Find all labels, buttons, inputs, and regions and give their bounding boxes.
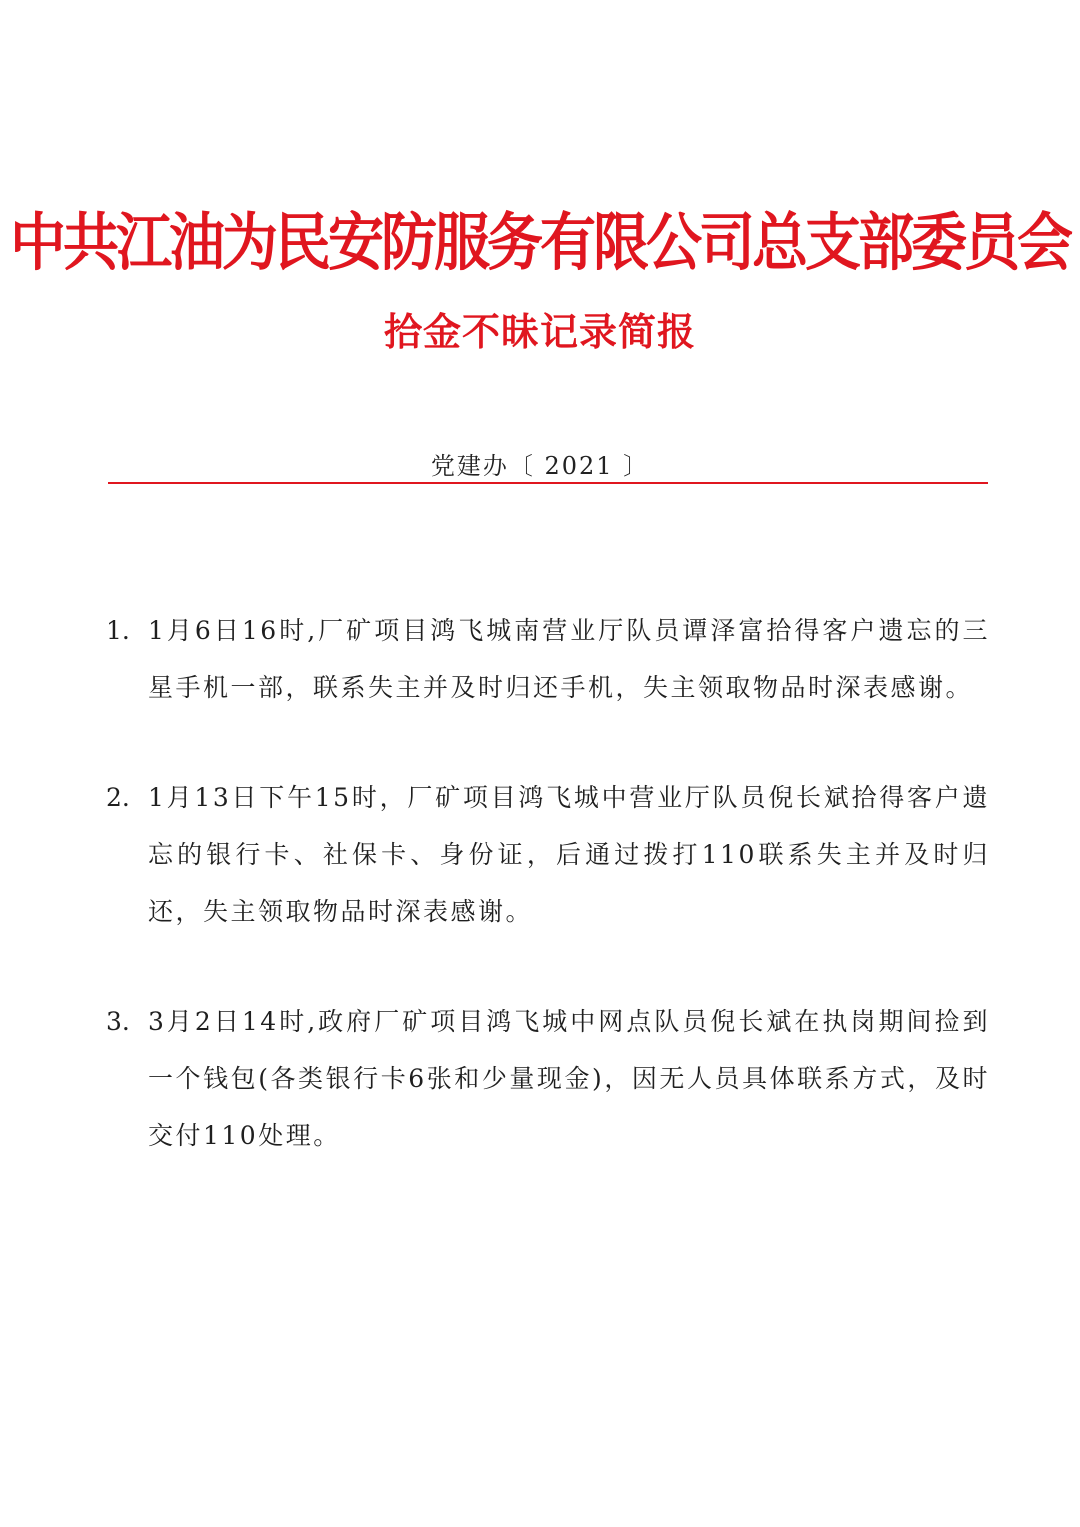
document-number: 党建办〔 2021 〕 [430,452,650,480]
record-item [100,602,990,716]
organization-title: 中共江油为民安防服务有限公司总支部委员会 [10,205,1070,280]
record-number: 1. [106,616,130,645]
record-number: 2. [106,783,130,812]
record-text: 1月13日下午15时，厂矿项目鸿飞城中营业厅队员倪长斌拾得客户遗忘的银行卡、社保卡、身份证，后通过拨打110联系失主并及时归还，失主领取物品时深表感谢。 [148,783,991,926]
record-number: 3. [106,1007,130,1036]
record-text: 3月2日14时,政府厂矿项目鸿飞城中网点队员倪长斌在执岗期间捡到一个钱包(各类银行卡6张和少量现金)，因无人员具体联系方式，及时交付110处理。 [148,1007,990,1150]
record-item [100,993,990,1164]
record-list [100,602,990,1217]
record-text: 1月6日16时,厂矿项目鸿飞城南营业厅队员谭泽富拾得客户遗忘的三星手机一部，联系失主并及时归还手机，失主领取物品时深表感谢。 [148,616,990,702]
record-item [100,769,990,940]
red-divider-line [108,482,988,484]
document-subtitle: 拾金不昧记录简报 [383,308,696,354]
